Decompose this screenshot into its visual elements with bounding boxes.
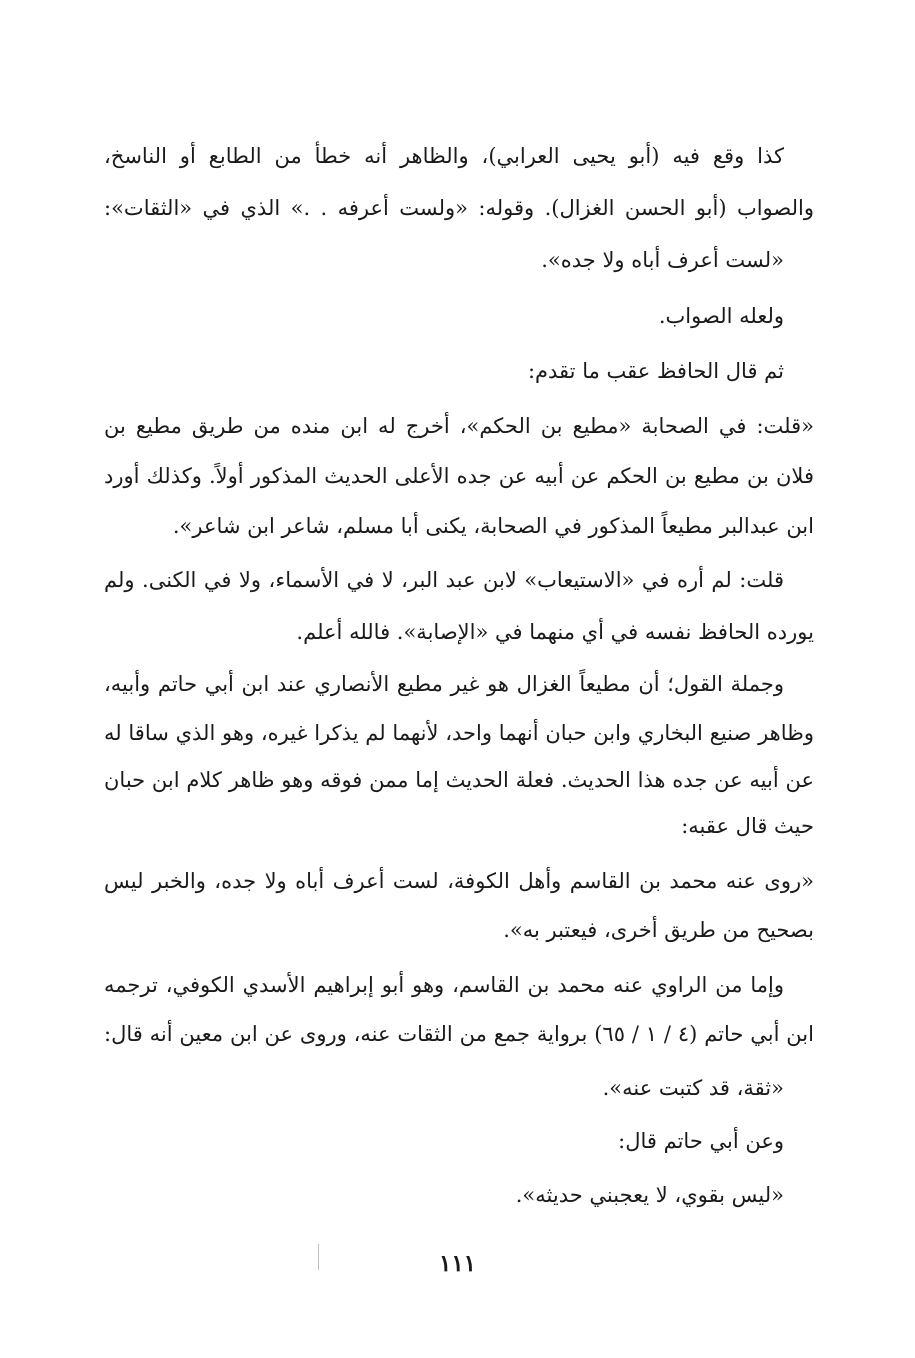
text-line: وجملة القول؛ أن مطيعاً الغزال هو غير مطيع الأنصاري عند ابن أبي حاتم وأبيه، <box>104 672 784 696</box>
quote-line: «لست أعرف أباه ولا جده». <box>541 248 784 272</box>
text-line: والصواب (أبو الحسن الغزال). وقوله: «ولست أعرفه . .» الذي في «الثقات»: <box>104 196 814 220</box>
quote-line: «قلت: في الصحابة «مطيع بن الحكم»، أخرج له ابن منده من طريق مطيع بن <box>104 414 814 438</box>
page-number: ١١١ <box>438 1250 477 1277</box>
quote-line: «ليس بقوي، لا يعجبني حديثه». <box>515 1183 784 1207</box>
quote-line: فلان بن مطيع بن الحكم عن أبيه عن جده الأعلى الحديث المذكور أولاً. وكذلك أورد <box>104 464 814 488</box>
text-line: حيث قال عقبه: <box>681 814 814 838</box>
text-line: وعن أبي حاتم قال: <box>618 1129 784 1153</box>
text-line: ابن أبي حاتم (٤ / ١ / ٦٥) برواية جمع من الثقات عنه، وروى عن ابن معين أنه قال: <box>104 1022 814 1046</box>
text-line: وظاهر صنيع البخاري وابن حبان أنهما واحد، لأنهما لم يذكرا غيره، وهو الذي ساقا له <box>104 721 814 745</box>
text-line: وإما من الراوي عنه محمد بن القاسم، وهو أبو إبراهيم الأسدي الكوفي، ترجمه <box>104 973 784 997</box>
text-line: عن أبيه عن جده هذا الحديث. فعلة الحديث إما ممن فوقه وهو ظاهر كلام ابن حبان <box>104 768 814 792</box>
quote-line: بصحيح من طريق أخرى، فيعتبر به». <box>503 918 814 942</box>
text-line: كذا وقع فيه (أبو يحيى العرابي)، والظاهر أنه خطأ من الطابع أو الناسخ، <box>104 144 784 168</box>
text-line: ولعله الصواب. <box>658 304 784 328</box>
text-line: يورده الحافظ نفسه في أي منهما في «الإصابة». فالله أعلم. <box>296 620 814 644</box>
quote-line: «روى عنه محمد بن القاسم وأهل الكوفة، لست أعرف أباه ولا جده، والخبر ليس <box>104 869 814 893</box>
quote-line: ابن عبدالبر مطيعاً المذكور في الصحابة، يكنى أبا مسلم، شاعر ابن شاعر». <box>172 514 814 538</box>
text-line: ثم قال الحافظ عقب ما تقدم: <box>527 359 784 383</box>
text-line: قلت: لم أره في «الاستيعاب» لابن عبد البر، لا في الأسماء، ولا في الكنى. ولم <box>104 568 784 592</box>
quote-line: «ثقة، قد كتبت عنه». <box>602 1076 784 1100</box>
